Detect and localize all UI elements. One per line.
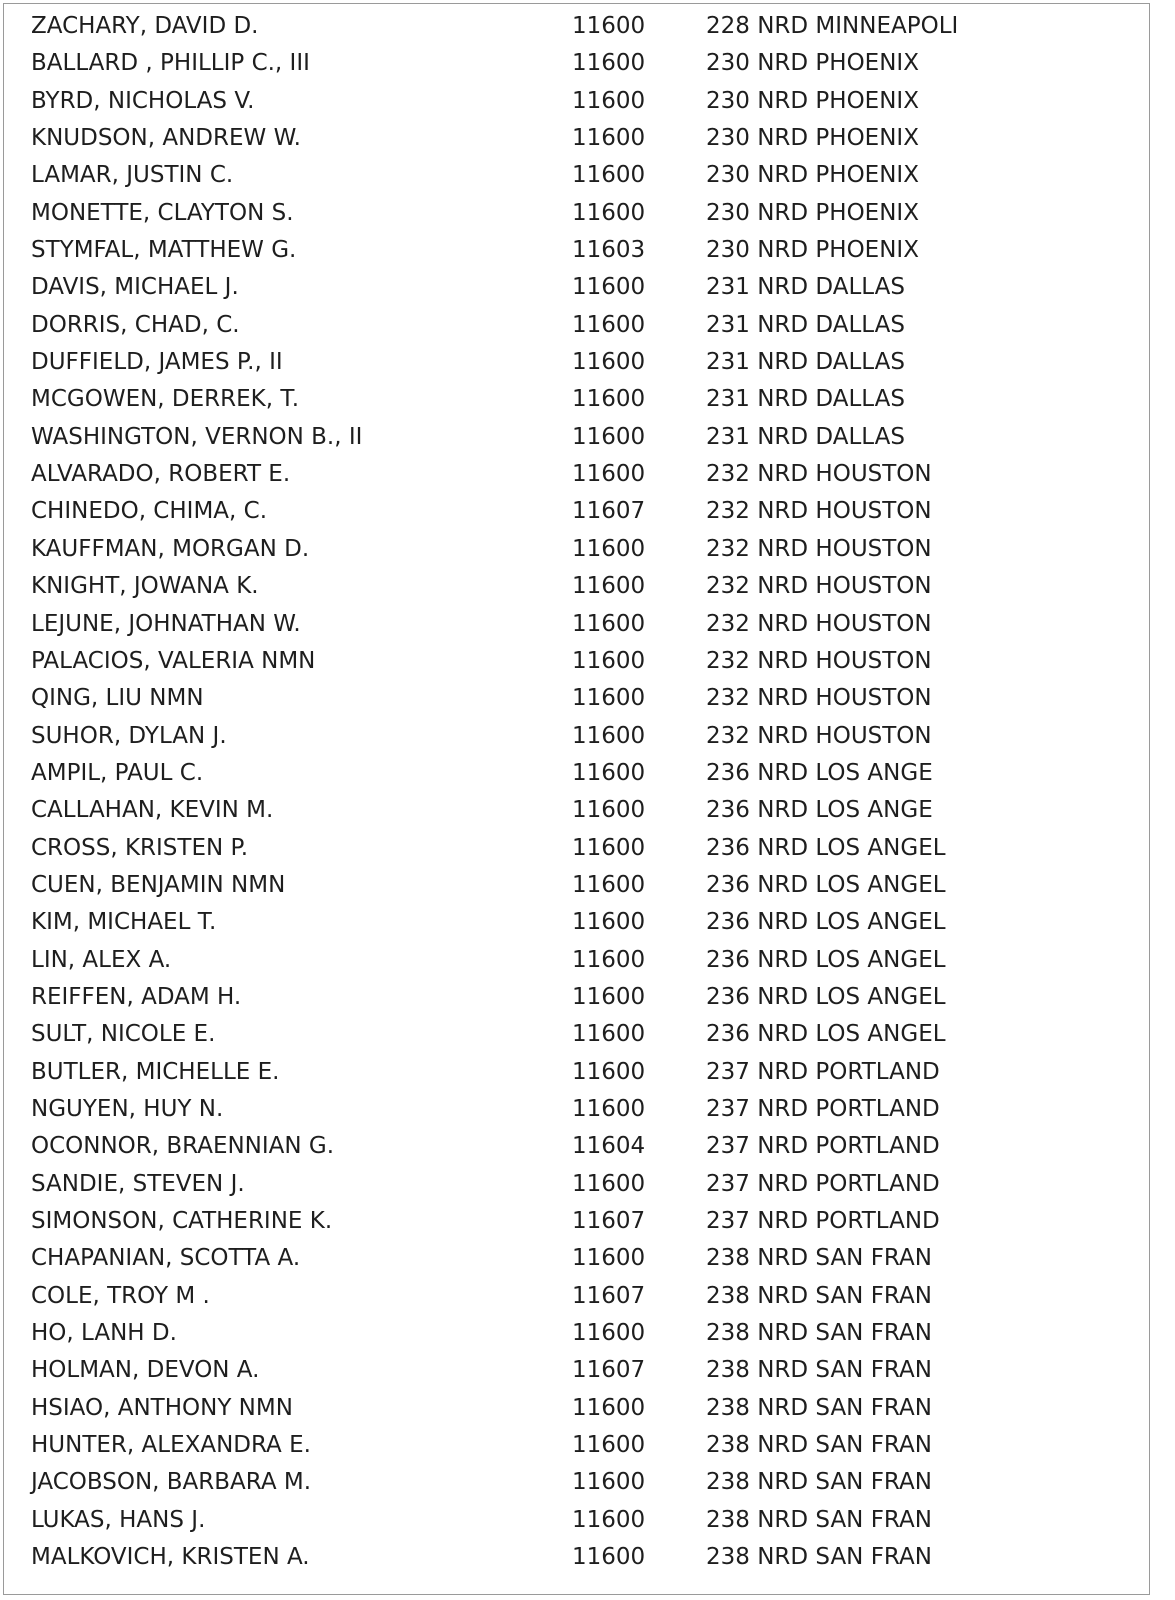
unit-location: 232 NRD HOUSTON: [706, 461, 932, 488]
person-name: MCGOWEN, DERREK, T.: [31, 386, 300, 413]
code-number: 11607: [572, 1282, 646, 1309]
code-number: 11600: [572, 535, 646, 562]
unit-location: 237 NRD PORTLAND: [706, 1133, 940, 1160]
unit-location: 232 NRD HOUSTON: [706, 535, 932, 562]
code-number: 11600: [572, 274, 646, 301]
list-item: [4, 195, 1149, 232]
person-name: MONETTE, CLAYTON S.: [31, 199, 294, 226]
person-name: QING, LIU NMN: [31, 685, 204, 712]
code-number: 11607: [572, 1208, 646, 1234]
person-name: ALVARADO, ROBERT E.: [31, 461, 291, 488]
code-number: 11600: [572, 647, 646, 674]
list-item: [4, 1054, 1149, 1091]
person-name: SIMONSON, CATHERINE K.: [31, 1208, 333, 1234]
list-item: [4, 456, 1149, 493]
list-item: [4, 1278, 1149, 1315]
code-number: 11600: [572, 423, 646, 450]
person-name: KNUDSON, ANDREW W.: [31, 125, 301, 152]
list-item: [4, 232, 1149, 269]
code-number: 11600: [572, 1021, 646, 1048]
list-item: [4, 381, 1149, 418]
list-item: [4, 1128, 1149, 1165]
code-number: 11600: [572, 909, 646, 936]
list-item: [4, 643, 1149, 680]
list-item: [4, 867, 1149, 904]
unit-location: 230 NRD PHOENIX: [706, 199, 919, 226]
person-name: COLE, TROY M .: [31, 1282, 210, 1309]
list-item: [4, 1315, 1149, 1352]
list-item: [4, 1502, 1149, 1539]
unit-location: 238 NRD SAN FRAN: [706, 1394, 932, 1421]
unit-location: 236 NRD LOS ANGE: [706, 797, 933, 824]
person-name: DAVIS, MICHAEL J.: [31, 274, 239, 301]
list-item: [4, 269, 1149, 306]
unit-location: 228 NRD MINNEAPOLI: [706, 13, 959, 39]
code-number: 11600: [572, 386, 646, 413]
document-page: [3, 3, 1150, 1595]
person-name: BALLARD , PHILLIP C., III: [31, 50, 310, 77]
unit-location: 236 NRD LOS ANGEL: [706, 983, 946, 1010]
unit-location: 238 NRD SAN FRAN: [706, 1320, 932, 1347]
person-name: STYMFAL, MATTHEW G.: [31, 237, 297, 264]
unit-location: 232 NRD HOUSTON: [706, 498, 932, 525]
list-item: [4, 1427, 1149, 1464]
unit-location: 230 NRD PHOENIX: [706, 125, 919, 152]
person-name: LAMAR, JUSTIN C.: [31, 162, 234, 189]
list-item: [4, 1166, 1149, 1203]
person-name: HOLMAN, DEVON A.: [31, 1357, 260, 1384]
unit-location: 238 NRD SAN FRAN: [706, 1282, 932, 1309]
unit-location: 237 NRD PORTLAND: [706, 1058, 940, 1085]
unit-location: 238 NRD SAN FRAN: [706, 1469, 932, 1496]
unit-location: 232 NRD HOUSTON: [706, 647, 932, 674]
unit-location: 238 NRD SAN FRAN: [706, 1506, 932, 1533]
unit-location: 236 NRD LOS ANGEL: [706, 909, 946, 936]
code-number: 11600: [572, 87, 646, 114]
person-name: AMPIL, PAUL C.: [31, 759, 204, 786]
list-item: [4, 344, 1149, 381]
person-name: LIN, ALEX A.: [31, 946, 172, 973]
list-item: [4, 8, 1149, 45]
list-item: [4, 1240, 1149, 1277]
list-item: [4, 1091, 1149, 1128]
unit-location: 237 NRD PORTLAND: [706, 1095, 940, 1122]
list-item: [4, 606, 1149, 643]
unit-location: 231 NRD DALLAS: [706, 386, 905, 413]
person-name: CROSS, KRISTEN P.: [31, 834, 249, 861]
person-name: WASHINGTON, VERNON B., II: [31, 423, 363, 450]
person-name: LUKAS, HANS J.: [31, 1506, 206, 1533]
list-item: [4, 755, 1149, 792]
unit-location: 238 NRD SAN FRAN: [706, 1357, 932, 1384]
list-item: [4, 307, 1149, 344]
person-name: CHINEDO, CHIMA, C.: [31, 498, 268, 525]
list-item: [4, 120, 1149, 157]
code-number: 11600: [572, 1394, 646, 1421]
code-number: 11600: [572, 1170, 646, 1197]
person-name: CUEN, BENJAMIN NMN: [31, 871, 286, 898]
unit-location: 238 NRD SAN FRAN: [706, 1544, 932, 1571]
person-name: SULT, NICOLE E.: [31, 1021, 216, 1048]
unit-location: 236 NRD LOS ANGEL: [706, 834, 946, 861]
person-name: KIM, MICHAEL T.: [31, 909, 217, 936]
code-number: 11600: [572, 50, 646, 77]
person-name: SANDIE, STEVEN J.: [31, 1170, 245, 1197]
list-item: [4, 1464, 1149, 1501]
unit-location: 231 NRD DALLAS: [706, 349, 905, 376]
unit-location: 231 NRD DALLAS: [706, 274, 905, 301]
list-item: [4, 1016, 1149, 1053]
unit-location: 236 NRD LOS ANGEL: [706, 871, 946, 898]
person-name: BYRD, NICHOLAS V.: [31, 87, 255, 114]
code-number: 11600: [572, 797, 646, 824]
list-item: [4, 792, 1149, 829]
unit-location: 230 NRD PHOENIX: [706, 87, 919, 114]
person-name: HUNTER, ALEXANDRA E.: [31, 1432, 311, 1459]
list-item: [4, 904, 1149, 941]
unit-location: 238 NRD SAN FRAN: [706, 1245, 932, 1272]
unit-location: 236 NRD LOS ANGEL: [706, 1021, 946, 1048]
unit-location: 231 NRD DALLAS: [706, 423, 905, 450]
person-name: OCONNOR, BRAENNIAN G.: [31, 1133, 335, 1160]
person-name: JACOBSON, BARBARA M.: [31, 1469, 312, 1496]
code-number: 11600: [572, 162, 646, 189]
roster-list: [4, 8, 1149, 1576]
list-item: [4, 979, 1149, 1016]
list-item: [4, 1203, 1149, 1240]
code-number: 11600: [572, 1469, 646, 1496]
unit-location: 230 NRD PHOENIX: [706, 237, 919, 264]
unit-location: 236 NRD LOS ANGE: [706, 759, 933, 786]
person-name: HO, LANH D.: [31, 1320, 177, 1347]
code-number: 11607: [572, 1357, 646, 1384]
person-name: DORRIS, CHAD, C.: [31, 311, 240, 338]
code-number: 11604: [572, 1133, 646, 1160]
unit-location: 236 NRD LOS ANGEL: [706, 946, 946, 973]
code-number: 11600: [572, 1058, 646, 1085]
person-name: MALKOVICH, KRISTEN A.: [31, 1544, 310, 1571]
person-name: PALACIOS, VALERIA NMN: [31, 647, 316, 674]
list-item: [4, 568, 1149, 605]
code-number: 11600: [572, 13, 646, 39]
code-number: 11600: [572, 685, 646, 712]
unit-location: 237 NRD PORTLAND: [706, 1170, 940, 1197]
unit-location: 238 NRD SAN FRAN: [706, 1432, 932, 1459]
list-item: [4, 942, 1149, 979]
code-number: 11600: [572, 1095, 646, 1122]
code-number: 11607: [572, 498, 646, 525]
code-number: 11600: [572, 871, 646, 898]
code-number: 11600: [572, 722, 646, 749]
code-number: 11600: [572, 610, 646, 637]
list-item: [4, 1352, 1149, 1389]
code-number: 11600: [572, 1320, 646, 1347]
code-number: 11600: [572, 1432, 646, 1459]
person-name: LEJUNE, JOHNATHAN W.: [31, 610, 301, 637]
unit-location: 231 NRD DALLAS: [706, 311, 905, 338]
unit-location: 232 NRD HOUSTON: [706, 722, 932, 749]
code-number: 11600: [572, 573, 646, 600]
list-item: [4, 493, 1149, 530]
person-name: SUHOR, DYLAN J.: [31, 722, 227, 749]
code-number: 11603: [572, 237, 646, 264]
list-item: [4, 45, 1149, 82]
person-name: NGUYEN, HUY N.: [31, 1095, 224, 1122]
list-item: [4, 157, 1149, 194]
code-number: 11600: [572, 1245, 646, 1272]
code-number: 11600: [572, 311, 646, 338]
list-item: [4, 531, 1149, 568]
person-name: CALLAHAN, KEVIN M.: [31, 797, 274, 824]
list-item: [4, 680, 1149, 717]
unit-location: 232 NRD HOUSTON: [706, 573, 932, 600]
list-item: [4, 718, 1149, 755]
person-name: ZACHARY, DAVID D.: [31, 13, 259, 39]
code-number: 11600: [572, 759, 646, 786]
code-number: 11600: [572, 199, 646, 226]
unit-location: 232 NRD HOUSTON: [706, 610, 932, 637]
person-name: HSIAO, ANTHONY NMN: [31, 1394, 293, 1421]
person-name: REIFFEN, ADAM H.: [31, 983, 242, 1010]
unit-location: 232 NRD HOUSTON: [706, 685, 932, 712]
unit-location: 230 NRD PHOENIX: [706, 50, 919, 77]
code-number: 11600: [572, 946, 646, 973]
list-item: [4, 1390, 1149, 1427]
person-name: CHAPANIAN, SCOTTA A.: [31, 1245, 301, 1272]
person-name: DUFFIELD, JAMES P., II: [31, 349, 283, 376]
list-item: [4, 1539, 1149, 1576]
code-number: 11600: [572, 983, 646, 1010]
person-name: BUTLER, MICHELLE E.: [31, 1058, 280, 1085]
person-name: KAUFFMAN, MORGAN D.: [31, 535, 310, 562]
code-number: 11600: [572, 461, 646, 488]
list-item: [4, 419, 1149, 456]
code-number: 11600: [572, 349, 646, 376]
code-number: 11600: [572, 1544, 646, 1571]
code-number: 11600: [572, 1506, 646, 1533]
unit-location: 230 NRD PHOENIX: [706, 162, 919, 189]
list-item: [4, 83, 1149, 120]
code-number: 11600: [572, 125, 646, 152]
code-number: 11600: [572, 834, 646, 861]
unit-location: 237 NRD PORTLAND: [706, 1208, 940, 1234]
list-item: [4, 830, 1149, 867]
person-name: KNIGHT, JOWANA K.: [31, 573, 259, 600]
